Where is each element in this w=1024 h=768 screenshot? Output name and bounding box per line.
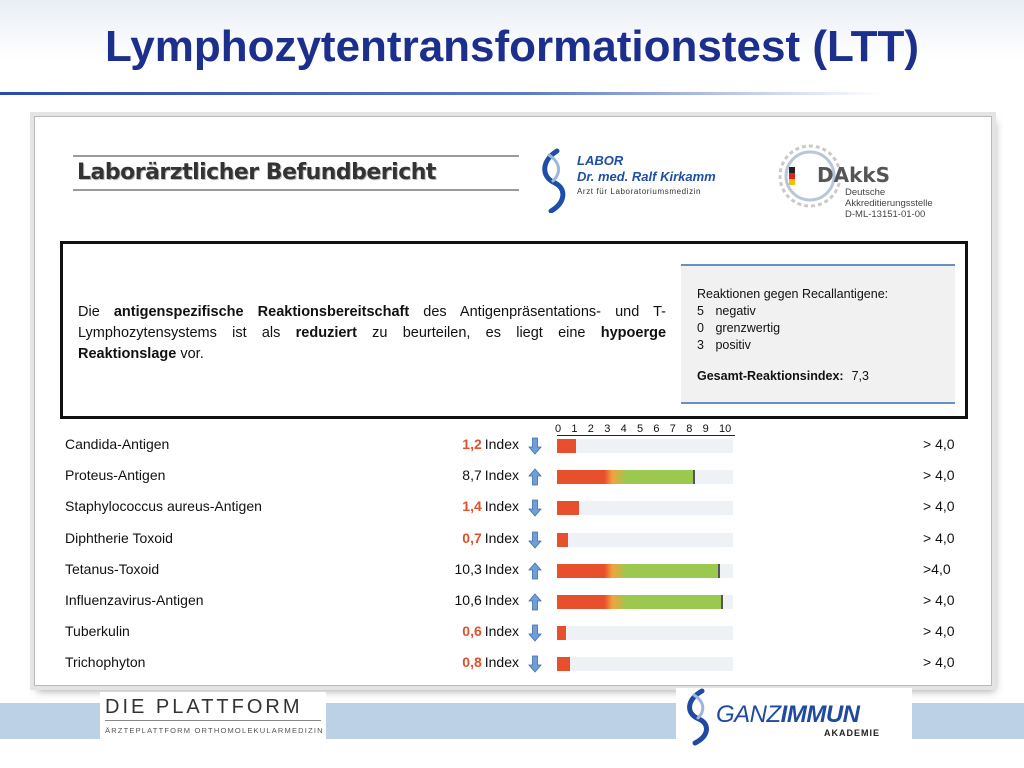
recall-total: Gesamt-Reaktionsindex: 7,3 bbox=[697, 369, 869, 383]
labor-logo bbox=[535, 147, 775, 213]
labor-name: LABOR bbox=[577, 153, 624, 168]
index-bar-track bbox=[557, 626, 733, 640]
index-unit: Index bbox=[484, 529, 519, 546]
result-value bbox=[399, 498, 519, 514]
antigen-name: Diphtherie Toxoid bbox=[65, 529, 173, 546]
scale-tick-label: 10 bbox=[719, 423, 732, 435]
index-unit: Index bbox=[484, 623, 519, 640]
dna-helix-icon bbox=[535, 147, 575, 213]
summary-box bbox=[60, 241, 968, 419]
labor-title: Arzt für Laboratoriumsmedizin bbox=[577, 187, 702, 196]
index-bar-fill bbox=[557, 626, 566, 640]
index-number: 0,6 bbox=[462, 623, 482, 640]
index-number: 1,4 bbox=[462, 498, 482, 515]
antigen-name: Candida-Antigen bbox=[65, 436, 170, 452]
recall-row-negative: 5 negativ bbox=[697, 304, 756, 318]
result-row bbox=[63, 525, 963, 553]
scale-tick-label: 7 bbox=[669, 423, 676, 435]
report-card bbox=[34, 116, 992, 686]
arrow-down-icon bbox=[528, 624, 542, 642]
slide-title: Lymphozytentransformationstest (LTT) bbox=[104, 22, 920, 71]
dna-helix-icon bbox=[682, 688, 716, 746]
dakks-details: Deutsche Akkreditierungsstelle D-ML-13151-01-00 bbox=[845, 187, 933, 220]
result-value bbox=[399, 623, 519, 639]
arrow-down-icon bbox=[528, 531, 542, 549]
dakks-name: DAkkS bbox=[817, 163, 891, 187]
index-number: 1,2 bbox=[462, 436, 482, 452]
result-row bbox=[63, 493, 963, 521]
scale-tick-label: 2 bbox=[587, 423, 594, 435]
reference-range: >4,0 bbox=[923, 560, 951, 577]
result-row bbox=[63, 618, 963, 646]
result-value bbox=[399, 436, 519, 452]
dakks-logo bbox=[775, 139, 965, 221]
index-bar-fill bbox=[557, 533, 568, 547]
scale-tick-label: 4 bbox=[620, 423, 627, 435]
antigen-name: Proteus-Antigen bbox=[65, 467, 166, 484]
index-unit: Index bbox=[484, 654, 519, 671]
ganzimmun-logo bbox=[676, 688, 912, 746]
reference-range: > 4,0 bbox=[923, 436, 955, 452]
scale-tick-label: 0 bbox=[555, 423, 562, 435]
scale-tick-label: 8 bbox=[686, 423, 693, 435]
index-bar-fill bbox=[557, 470, 695, 484]
index-bar-track bbox=[557, 439, 733, 453]
summary-text: Die antigenspezifische Reaktionsbereitschaft des Antigenpräsentations- und T-Lymphozytensystems ist als reduziert zu beurteilen, es liegt eine hypoerge Reaktionslage vor. bbox=[78, 304, 667, 362]
index-bar-fill bbox=[557, 657, 570, 671]
result-row bbox=[63, 649, 963, 677]
arrow-up-icon bbox=[528, 593, 542, 611]
plattform-name: DIE PLATTFORM bbox=[105, 696, 303, 718]
index-bar-track bbox=[557, 657, 733, 671]
plattform-divider bbox=[105, 720, 321, 721]
scale-tick-label: 1 bbox=[571, 423, 578, 435]
antigen-name: Influenzavirus-Antigen bbox=[65, 592, 204, 608]
index-bar-track bbox=[557, 595, 733, 609]
result-row bbox=[63, 431, 963, 459]
plattform-subtitle: ÄRZTEPLATTFORM ORTHOMOLEKULARMEDIZIN bbox=[105, 726, 324, 735]
recall-row-borderline: 0 grenzwertig bbox=[697, 321, 781, 335]
plattform-logo bbox=[100, 692, 326, 744]
result-row bbox=[63, 556, 963, 584]
index-bar-fill bbox=[557, 564, 720, 578]
index-bar-fill bbox=[557, 595, 723, 609]
scale-tick-label: 5 bbox=[637, 423, 644, 435]
index-bar-fill bbox=[557, 439, 576, 453]
reference-range: > 4,0 bbox=[923, 467, 955, 484]
ganzimmun-subtitle: AKADEMIE bbox=[824, 728, 881, 738]
ganzimmun-name: GANZIMMUN bbox=[716, 701, 860, 728]
arrow-down-icon bbox=[528, 437, 542, 455]
index-number: 0,8 bbox=[462, 654, 482, 671]
recall-heading: Reaktionen gegen Recallantigene: bbox=[697, 287, 889, 301]
reference-range: > 4,0 bbox=[923, 529, 955, 546]
arrow-up-icon bbox=[528, 562, 542, 580]
index-bar-fill bbox=[557, 501, 579, 515]
index-number: 10,6 bbox=[454, 592, 482, 608]
index-number: 8,7 bbox=[462, 467, 482, 484]
result-value bbox=[399, 654, 519, 670]
result-row bbox=[63, 587, 963, 615]
antigen-name: Staphylococcus aureus-Antigen bbox=[65, 498, 262, 515]
scale-tick-label: 3 bbox=[604, 423, 611, 435]
result-value bbox=[399, 530, 519, 546]
title-underline bbox=[0, 92, 880, 95]
index-number: 0,7 bbox=[462, 529, 482, 546]
labor-doctor: Dr. med. Ralf Kirkamm bbox=[577, 169, 716, 184]
antigen-name: Trichophyton bbox=[65, 654, 146, 671]
index-unit: Index bbox=[484, 467, 519, 484]
antigen-name: Tetanus-Toxoid bbox=[65, 560, 160, 577]
index-bar-track bbox=[557, 533, 733, 547]
report-heading: Laborärztlicher Befundbericht bbox=[73, 155, 519, 191]
reference-range: > 4,0 bbox=[923, 592, 955, 608]
arrow-up-icon bbox=[528, 468, 542, 486]
index-bar-track bbox=[557, 501, 733, 515]
antigen-name: Tuberkulin bbox=[65, 623, 130, 640]
index-unit: Index bbox=[484, 498, 519, 515]
index-unit: Index bbox=[484, 560, 519, 577]
reference-range: > 4,0 bbox=[923, 654, 955, 671]
result-value bbox=[399, 561, 519, 577]
recall-row-positive: 3 positiv bbox=[697, 338, 751, 352]
arrow-down-icon bbox=[528, 655, 542, 673]
result-value bbox=[399, 592, 519, 608]
scale-tick-label: 6 bbox=[653, 423, 660, 435]
index-unit: Index bbox=[484, 592, 519, 608]
reference-range: > 4,0 bbox=[923, 498, 955, 515]
index-bar-track bbox=[557, 470, 733, 484]
reference-range: > 4,0 bbox=[923, 623, 955, 640]
scale-tick-label: 9 bbox=[702, 423, 709, 435]
index-number: 10,3 bbox=[454, 560, 482, 577]
result-value bbox=[399, 467, 519, 483]
index-bar-track bbox=[557, 564, 733, 578]
result-row bbox=[63, 462, 963, 490]
index-unit: Index bbox=[484, 436, 519, 452]
arrow-down-icon bbox=[528, 499, 542, 517]
recall-summary bbox=[681, 264, 955, 404]
